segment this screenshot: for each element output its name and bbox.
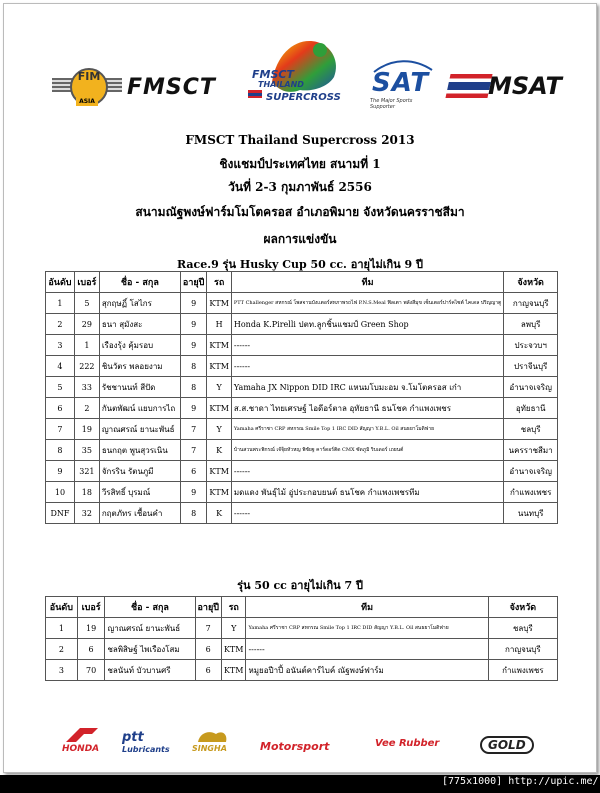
ptt-logo: [122, 730, 170, 754]
bike-cell: Y: [207, 377, 232, 398]
bike-cell: KTM: [207, 356, 232, 377]
column-header: จังหวัด: [504, 272, 558, 293]
age-cell: 7: [180, 440, 206, 461]
rank-cell: 1: [46, 293, 75, 314]
race2-title: รุ่น 50 cc อายุไม่เกิน 7 ปี: [237, 579, 363, 592]
center-logo-supercross: SUPERCROSS: [266, 92, 341, 103]
name-cell: ญาณศรณ์ ยานะพันธ์: [99, 419, 180, 440]
race1-title: Race.9 รุ่น Husky Cup 50 cc. อายุไม่เกิน 9 ปี: [177, 258, 423, 271]
age-cell: 6: [180, 461, 206, 482]
table-header-row: [46, 597, 558, 618]
event-subtitle: ชิงแชมป์ประเทศไทย สนามที่ 1: [219, 157, 381, 171]
column-header: อันดับ: [46, 272, 75, 293]
ptt-lubricants: Lubricants: [122, 745, 170, 754]
team-cell: Honda K.Pirelli ปตท.ลูกชิ้นแชมป์ Green Shop: [231, 314, 503, 335]
province-cell: กาญจนบุรี: [504, 293, 558, 314]
name-cell: วีรสิทธิ์ บุรมณ์: [99, 482, 180, 503]
number-cell: 19: [77, 618, 105, 639]
table-row: [46, 482, 558, 503]
honda-wing-icon: [62, 726, 102, 744]
team-cell: ------: [231, 356, 503, 377]
name-cell: กฤตภัทร เชื้อนคำ: [99, 503, 180, 524]
age-cell: 8: [180, 356, 206, 377]
name-cell: ชินวัตร พลอยงาม: [99, 356, 180, 377]
table-row: [46, 639, 558, 660]
rank-cell: 2: [46, 314, 75, 335]
team-cell: ------: [231, 461, 503, 482]
event-date: วันที่ 2-3 กุมภาพันธ์ 2556: [228, 180, 372, 194]
bike-cell: KTM: [221, 660, 246, 681]
number-cell: 32: [74, 503, 99, 524]
lion-icon: [192, 728, 232, 744]
province-cell: อำนาจเจริญ: [504, 461, 558, 482]
province-cell: อำนาจเจริญ: [504, 377, 558, 398]
column-header: จังหวัด: [488, 597, 557, 618]
rank-cell: 9: [46, 461, 75, 482]
thai-flag-icon: [445, 74, 492, 98]
rank-cell: 7: [46, 419, 75, 440]
singha-word: SINGHA: [192, 744, 227, 753]
column-header: อายุปี: [195, 597, 221, 618]
column-header: ชื่อ - สกุล: [105, 597, 195, 618]
vee-rubber-logo: Vee Rubber: [375, 738, 440, 749]
rank-cell: 5: [46, 377, 75, 398]
rank-cell: 10: [46, 482, 75, 503]
table-row: [46, 377, 558, 398]
bike-cell: Y: [207, 419, 232, 440]
event-venue: สนามณัฐพงษ์ฟาร์มโมโตครอส อำเภอพิมาย จังหวัดนครราชสีมา: [135, 205, 465, 219]
table-row: [46, 335, 558, 356]
team-cell: ------: [231, 503, 503, 524]
column-header: รถ: [207, 272, 232, 293]
team-cell: บ้านสวนพระพิกรณ์ เจ๊จุ้ยหัวหญ พิชัยฐ คาร์ดอร์ติด CMX ซัดภูมิ ริบเดอร์ เถยนต์: [231, 440, 503, 461]
age-cell: 7: [195, 618, 221, 639]
table-row: [46, 398, 558, 419]
number-cell: 6: [77, 639, 105, 660]
rank-cell: 3: [46, 660, 78, 681]
table-row: [46, 503, 558, 524]
province-cell: ชลบุรี: [504, 419, 558, 440]
table-row: [46, 293, 558, 314]
table-row: [46, 461, 558, 482]
name-cell: ธนกฤต พูนสุวรเนิน: [99, 440, 180, 461]
number-cell: 5: [74, 293, 99, 314]
watermark-text: [775x1000] http://upic.me/: [442, 776, 599, 787]
province-cell: ลพบุรี: [504, 314, 558, 335]
center-logo-fmsct: FMSCT: [252, 68, 294, 81]
bike-cell: KTM: [207, 335, 232, 356]
center-logo-thailand: THAILAND: [258, 80, 304, 89]
age-cell: 9: [180, 482, 206, 503]
rank-cell: 3: [46, 335, 75, 356]
fim-asia-label: ASIA: [76, 98, 98, 106]
number-cell: 321: [74, 461, 99, 482]
name-cell: ญาณศรณ์ ยานะพันธ์: [105, 618, 195, 639]
number-cell: 29: [74, 314, 99, 335]
fim-badge: FIM: [70, 68, 108, 106]
bike-cell: Y: [221, 618, 246, 639]
singha-logo: [192, 728, 232, 753]
age-cell: 8: [180, 503, 206, 524]
province-cell: ปราจีนบุรี: [504, 356, 558, 377]
fmsct-logo: FMSCT: [127, 75, 216, 100]
race2-results-table: [45, 596, 558, 681]
number-cell: 222: [74, 356, 99, 377]
column-header: อายุปี: [180, 272, 206, 293]
honda-word: HONDA: [62, 744, 100, 754]
bike-cell: KTM: [221, 639, 246, 660]
rank-cell: 6: [46, 398, 75, 419]
age-cell: 9: [180, 293, 206, 314]
gold-logo: GOLD: [480, 736, 534, 754]
age-cell: 9: [180, 314, 206, 335]
province-cell: ประจวบฯ: [504, 335, 558, 356]
rank-cell: 1: [46, 618, 78, 639]
team-cell: มดแดง พันธุ์ไม้ อู่ประกอบยนต์ ธนโชค กำแพงเพชรทีม: [231, 482, 503, 503]
number-cell: 35: [74, 440, 99, 461]
number-cell: 19: [74, 419, 99, 440]
name-cell: ชลนันท์ บัวบานศรี: [105, 660, 195, 681]
name-cell: ธนา สุมังสะ: [99, 314, 180, 335]
age-cell: 9: [180, 398, 206, 419]
sat-tagline: The Major Sports Supporter: [370, 98, 413, 110]
number-cell: 18: [74, 482, 99, 503]
table-row: [46, 419, 558, 440]
name-cell: จักรริน รัตนภูมี: [99, 461, 180, 482]
rank-cell: 8: [46, 440, 75, 461]
number-cell: 1: [74, 335, 99, 356]
results-label: ผลการแข่งขัน: [263, 232, 337, 246]
team-cell: Yamaha ศรีราชา CRP สหกรณ Smile Top 1 IRC DID สัญญา Y.B.L. Oil สนธยาโมดิฟาย: [246, 618, 488, 639]
name-cell: เรืองรุ้ง คุ้มรอบ: [99, 335, 180, 356]
table-header-row: [46, 272, 558, 293]
bike-cell: H: [207, 314, 232, 335]
age-cell: 7: [180, 419, 206, 440]
bike-cell: KTM: [207, 293, 232, 314]
table-row: [46, 660, 558, 681]
table-row: [46, 356, 558, 377]
province-cell: กำแพงเพชร: [504, 482, 558, 503]
bike-cell: KTM: [207, 398, 232, 419]
rank-cell: 2: [46, 639, 78, 660]
team-cell: PTT Challenger สหกรณ์ โพสจานบังเเตอร์สหภาพรถไฟ P.N.S.Meal ฟิลเตา พลังสีมุข เซ็นเตอร์ปาร์คไซต์ ไคเดล ปริญญาตู: [231, 293, 503, 314]
province-cell: นนทบุรี: [504, 503, 558, 524]
age-cell: 9: [180, 335, 206, 356]
name-cell: สุกฤษฏิ์ โสไกร: [99, 293, 180, 314]
bike-cell: K: [207, 503, 232, 524]
number-cell: 70: [77, 660, 105, 681]
motorsport-logo: Motorsport: [260, 740, 330, 753]
province-cell: ชลบุรี: [488, 618, 557, 639]
column-header: ชื่อ - สกุล: [99, 272, 180, 293]
team-cell: ส.ส.ชาดา ไทยเศรษฐ์ ไอดีอร์ตาล อุทัยธานี ธนโชค กำแพงเพชร: [231, 398, 503, 419]
rank-cell: 4: [46, 356, 75, 377]
number-cell: 2: [74, 398, 99, 419]
sat-word: SAT: [372, 68, 430, 98]
team-cell: Yamaha JX Nippon DID IRC แหนมโบมะอม จ.โมโตครอส เก๋า: [231, 377, 503, 398]
age-cell: 6: [195, 639, 221, 660]
bike-cell: K: [207, 440, 232, 461]
msat-word: MSAT: [488, 72, 562, 100]
column-header: ทีม: [231, 272, 503, 293]
province-cell: กาญจนบุรี: [488, 639, 557, 660]
column-header: รถ: [221, 597, 246, 618]
ptt-word: ptt: [122, 730, 144, 745]
fmsct-supercross-logo: [242, 32, 350, 108]
column-header: เบอร์: [77, 597, 105, 618]
team-cell: ------: [231, 335, 503, 356]
race1-results-table: [45, 271, 558, 524]
province-cell: นครราชสีมา: [504, 440, 558, 461]
name-cell: ชลพิสิษฐ์ ไพเรืองโสม: [105, 639, 195, 660]
name-cell: กันตพัฒน์ แยบการไถ: [99, 398, 180, 419]
team-cell: ------: [246, 639, 488, 660]
bike-cell: KTM: [207, 461, 232, 482]
bike-cell: KTM: [207, 482, 232, 503]
province-cell: อุทัยธานี: [504, 398, 558, 419]
column-header: ทีม: [246, 597, 488, 618]
honda-logo: [62, 726, 102, 754]
event-title: FMSCT Thailand Supercross 2013: [185, 133, 415, 147]
province-cell: กำแพงเพชร: [488, 660, 557, 681]
sat-logo: [368, 60, 438, 110]
sponsor-strip: [0, 726, 600, 758]
age-cell: 6: [195, 660, 221, 681]
team-cell: หมูยอปีาปี้ อนันต์คาร์ไบค์ ณัฐพงษ์ฟาร์ม: [246, 660, 488, 681]
column-header: เบอร์: [74, 272, 99, 293]
column-header: อันดับ: [46, 597, 78, 618]
number-cell: 33: [74, 377, 99, 398]
table-row: [46, 618, 558, 639]
table-row: [46, 314, 558, 335]
age-cell: 8: [180, 377, 206, 398]
name-cell: รัชชานนท์ สีปัด: [99, 377, 180, 398]
fim-asia-logo: [52, 68, 122, 108]
table-row: [46, 440, 558, 461]
team-cell: Yamaha ศรีราชา CRP สหกรณ Smile Top 1 IRC DID สัญญา Y.B.L. Oil สนธยาโมดิฟาย: [231, 419, 503, 440]
rank-cell: DNF: [46, 503, 75, 524]
